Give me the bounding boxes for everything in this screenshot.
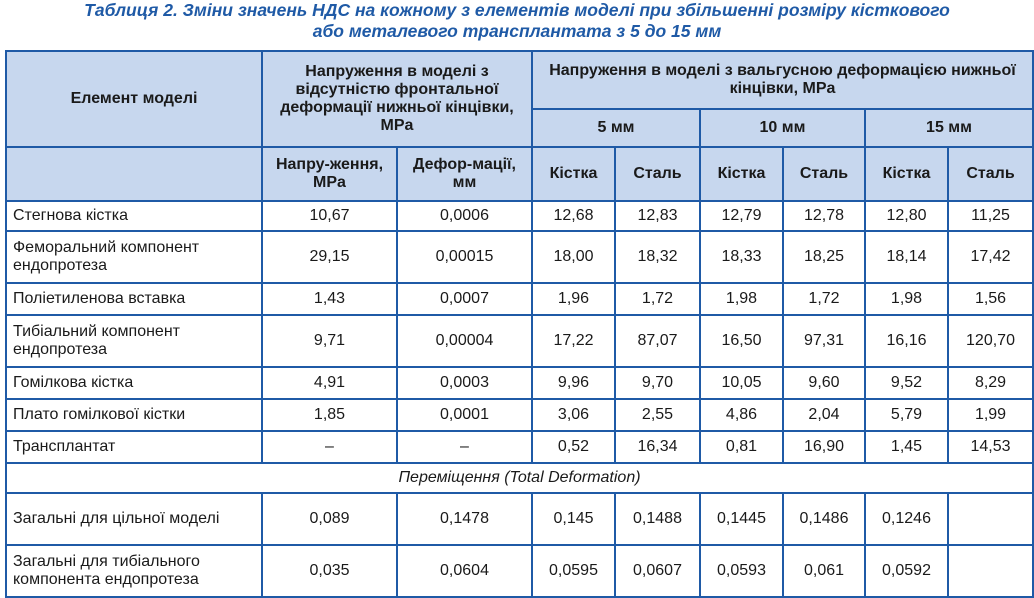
table-row — [6, 545, 1033, 597]
cell: 0,145 — [532, 493, 615, 545]
table-row — [6, 431, 1033, 463]
cell: 1,45 — [865, 431, 948, 463]
cell: 16,34 — [615, 431, 700, 463]
cell: 12,68 — [532, 201, 615, 231]
row-label: Стегнова кістка — [6, 201, 262, 231]
cell: 0,0003 — [397, 367, 532, 399]
row-label: Загальні для тибіального компонента ендопротеза — [6, 545, 262, 597]
cell: 9,52 — [865, 367, 948, 399]
cell: 18,14 — [865, 231, 948, 283]
cell: 8,29 — [948, 367, 1033, 399]
header-stress: Напру-ження, MPa — [262, 147, 397, 201]
row-label: Загальні для цільної моделі — [6, 493, 262, 545]
cell: 0,0607 — [615, 545, 700, 597]
cell: 0,0006 — [397, 201, 532, 231]
cell: 17,42 — [948, 231, 1033, 283]
cell: – — [262, 431, 397, 463]
cell: 0,035 — [262, 545, 397, 597]
cell: 16,16 — [865, 315, 948, 367]
cell: 18,32 — [615, 231, 700, 283]
cell: 0,061 — [783, 545, 865, 597]
cell: 0,1486 — [783, 493, 865, 545]
cell: 10,67 — [262, 201, 397, 231]
cell: 0,1478 — [397, 493, 532, 545]
cell: 12,83 — [615, 201, 700, 231]
cell: 18,33 — [700, 231, 783, 283]
cell: 16,50 — [700, 315, 783, 367]
row-label: Гомілкова кістка — [6, 367, 262, 399]
cell: 0,089 — [262, 493, 397, 545]
cell: 9,60 — [783, 367, 865, 399]
cell: 0,52 — [532, 431, 615, 463]
header-steel-15: Сталь — [948, 147, 1033, 201]
cell: 1,72 — [615, 283, 700, 315]
cell: 0,0595 — [532, 545, 615, 597]
cell: 9,71 — [262, 315, 397, 367]
cell: 9,96 — [532, 367, 615, 399]
cell: 11,25 — [948, 201, 1033, 231]
cell: 0,00015 — [397, 231, 532, 283]
cell: 4,86 — [700, 399, 783, 431]
cell: 4,91 — [262, 367, 397, 399]
table-row — [6, 493, 1033, 545]
cell — [948, 493, 1033, 545]
cell: 1,56 — [948, 283, 1033, 315]
caption-line-2: або металевого трансплантата з 5 до 15 мм — [312, 21, 722, 41]
cell: 1,98 — [700, 283, 783, 315]
cell: 29,15 — [262, 231, 397, 283]
header-bone-10: Кістка — [700, 147, 783, 201]
cell: 1,98 — [865, 283, 948, 315]
table-row — [6, 201, 1033, 231]
section-label: Переміщення (Total Deformation) — [6, 463, 1033, 493]
cell: 0,0001 — [397, 399, 532, 431]
cell: 0,0604 — [397, 545, 532, 597]
cell: 18,25 — [783, 231, 865, 283]
table-row — [6, 367, 1033, 399]
cell: 120,70 — [948, 315, 1033, 367]
header-no-deformation: Напруження в моделі з відсутністю фронтальної деформації нижньої кінцівки, MPa — [262, 51, 532, 147]
header-size-15: 15 мм — [865, 109, 1033, 147]
section-row — [6, 463, 1033, 493]
cell: 87,07 — [615, 315, 700, 367]
cell: 12,78 — [783, 201, 865, 231]
data-table — [5, 50, 1034, 598]
header-blank — [6, 147, 262, 201]
table-caption — [0, 0, 1034, 46]
header-steel-10: Сталь — [783, 147, 865, 201]
cell: 1,72 — [783, 283, 865, 315]
cell: 0,81 — [700, 431, 783, 463]
row-label: Плато гомілкової кістки — [6, 399, 262, 431]
cell: 0,0592 — [865, 545, 948, 597]
row-label: Трансплантат — [6, 431, 262, 463]
cell: 0,1445 — [700, 493, 783, 545]
cell: 16,90 — [783, 431, 865, 463]
header-deformation: Дефор-мації, мм — [397, 147, 532, 201]
cell: 0,00004 — [397, 315, 532, 367]
cell: 2,55 — [615, 399, 700, 431]
cell: 2,04 — [783, 399, 865, 431]
cell: 0,0007 — [397, 283, 532, 315]
cell: 9,70 — [615, 367, 700, 399]
cell: 3,06 — [532, 399, 615, 431]
row-label: Феморальний компонент ендопротеза — [6, 231, 262, 283]
cell: 14,53 — [948, 431, 1033, 463]
cell: – — [397, 431, 532, 463]
caption-line-1: Таблиця 2. Зміни значень НДС на кожному з елементів моделі при збільшенні розміру кісткового — [84, 0, 950, 20]
cell: 0,0593 — [700, 545, 783, 597]
cell: 0,1246 — [865, 493, 948, 545]
table-row — [6, 283, 1033, 315]
cell: 1,96 — [532, 283, 615, 315]
row-label: Поліетиленова вставка — [6, 283, 262, 315]
header-steel-5: Сталь — [615, 147, 700, 201]
header-bone-15: Кістка — [865, 147, 948, 201]
cell: 1,85 — [262, 399, 397, 431]
cell: 0,1488 — [615, 493, 700, 545]
table-row — [6, 399, 1033, 431]
table-row — [6, 315, 1033, 367]
cell: 1,99 — [948, 399, 1033, 431]
cell: 12,80 — [865, 201, 948, 231]
row-label: Тибіальний компонент ендопротеза — [6, 315, 262, 367]
header-bone-5: Кістка — [532, 147, 615, 201]
cell — [948, 545, 1033, 597]
cell: 5,79 — [865, 399, 948, 431]
cell: 1,43 — [262, 283, 397, 315]
cell: 10,05 — [700, 367, 783, 399]
header-element: Елемент моделі — [6, 51, 262, 147]
cell: 97,31 — [783, 315, 865, 367]
cell: 18,00 — [532, 231, 615, 283]
cell: 17,22 — [532, 315, 615, 367]
table-row — [6, 231, 1033, 283]
header-valgus: Напруження в моделі з вальгусною деформацією нижньої кінцівки, MPa — [532, 51, 1033, 109]
header-size-10: 10 мм — [700, 109, 865, 147]
cell: 12,79 — [700, 201, 783, 231]
header-size-5: 5 мм — [532, 109, 700, 147]
